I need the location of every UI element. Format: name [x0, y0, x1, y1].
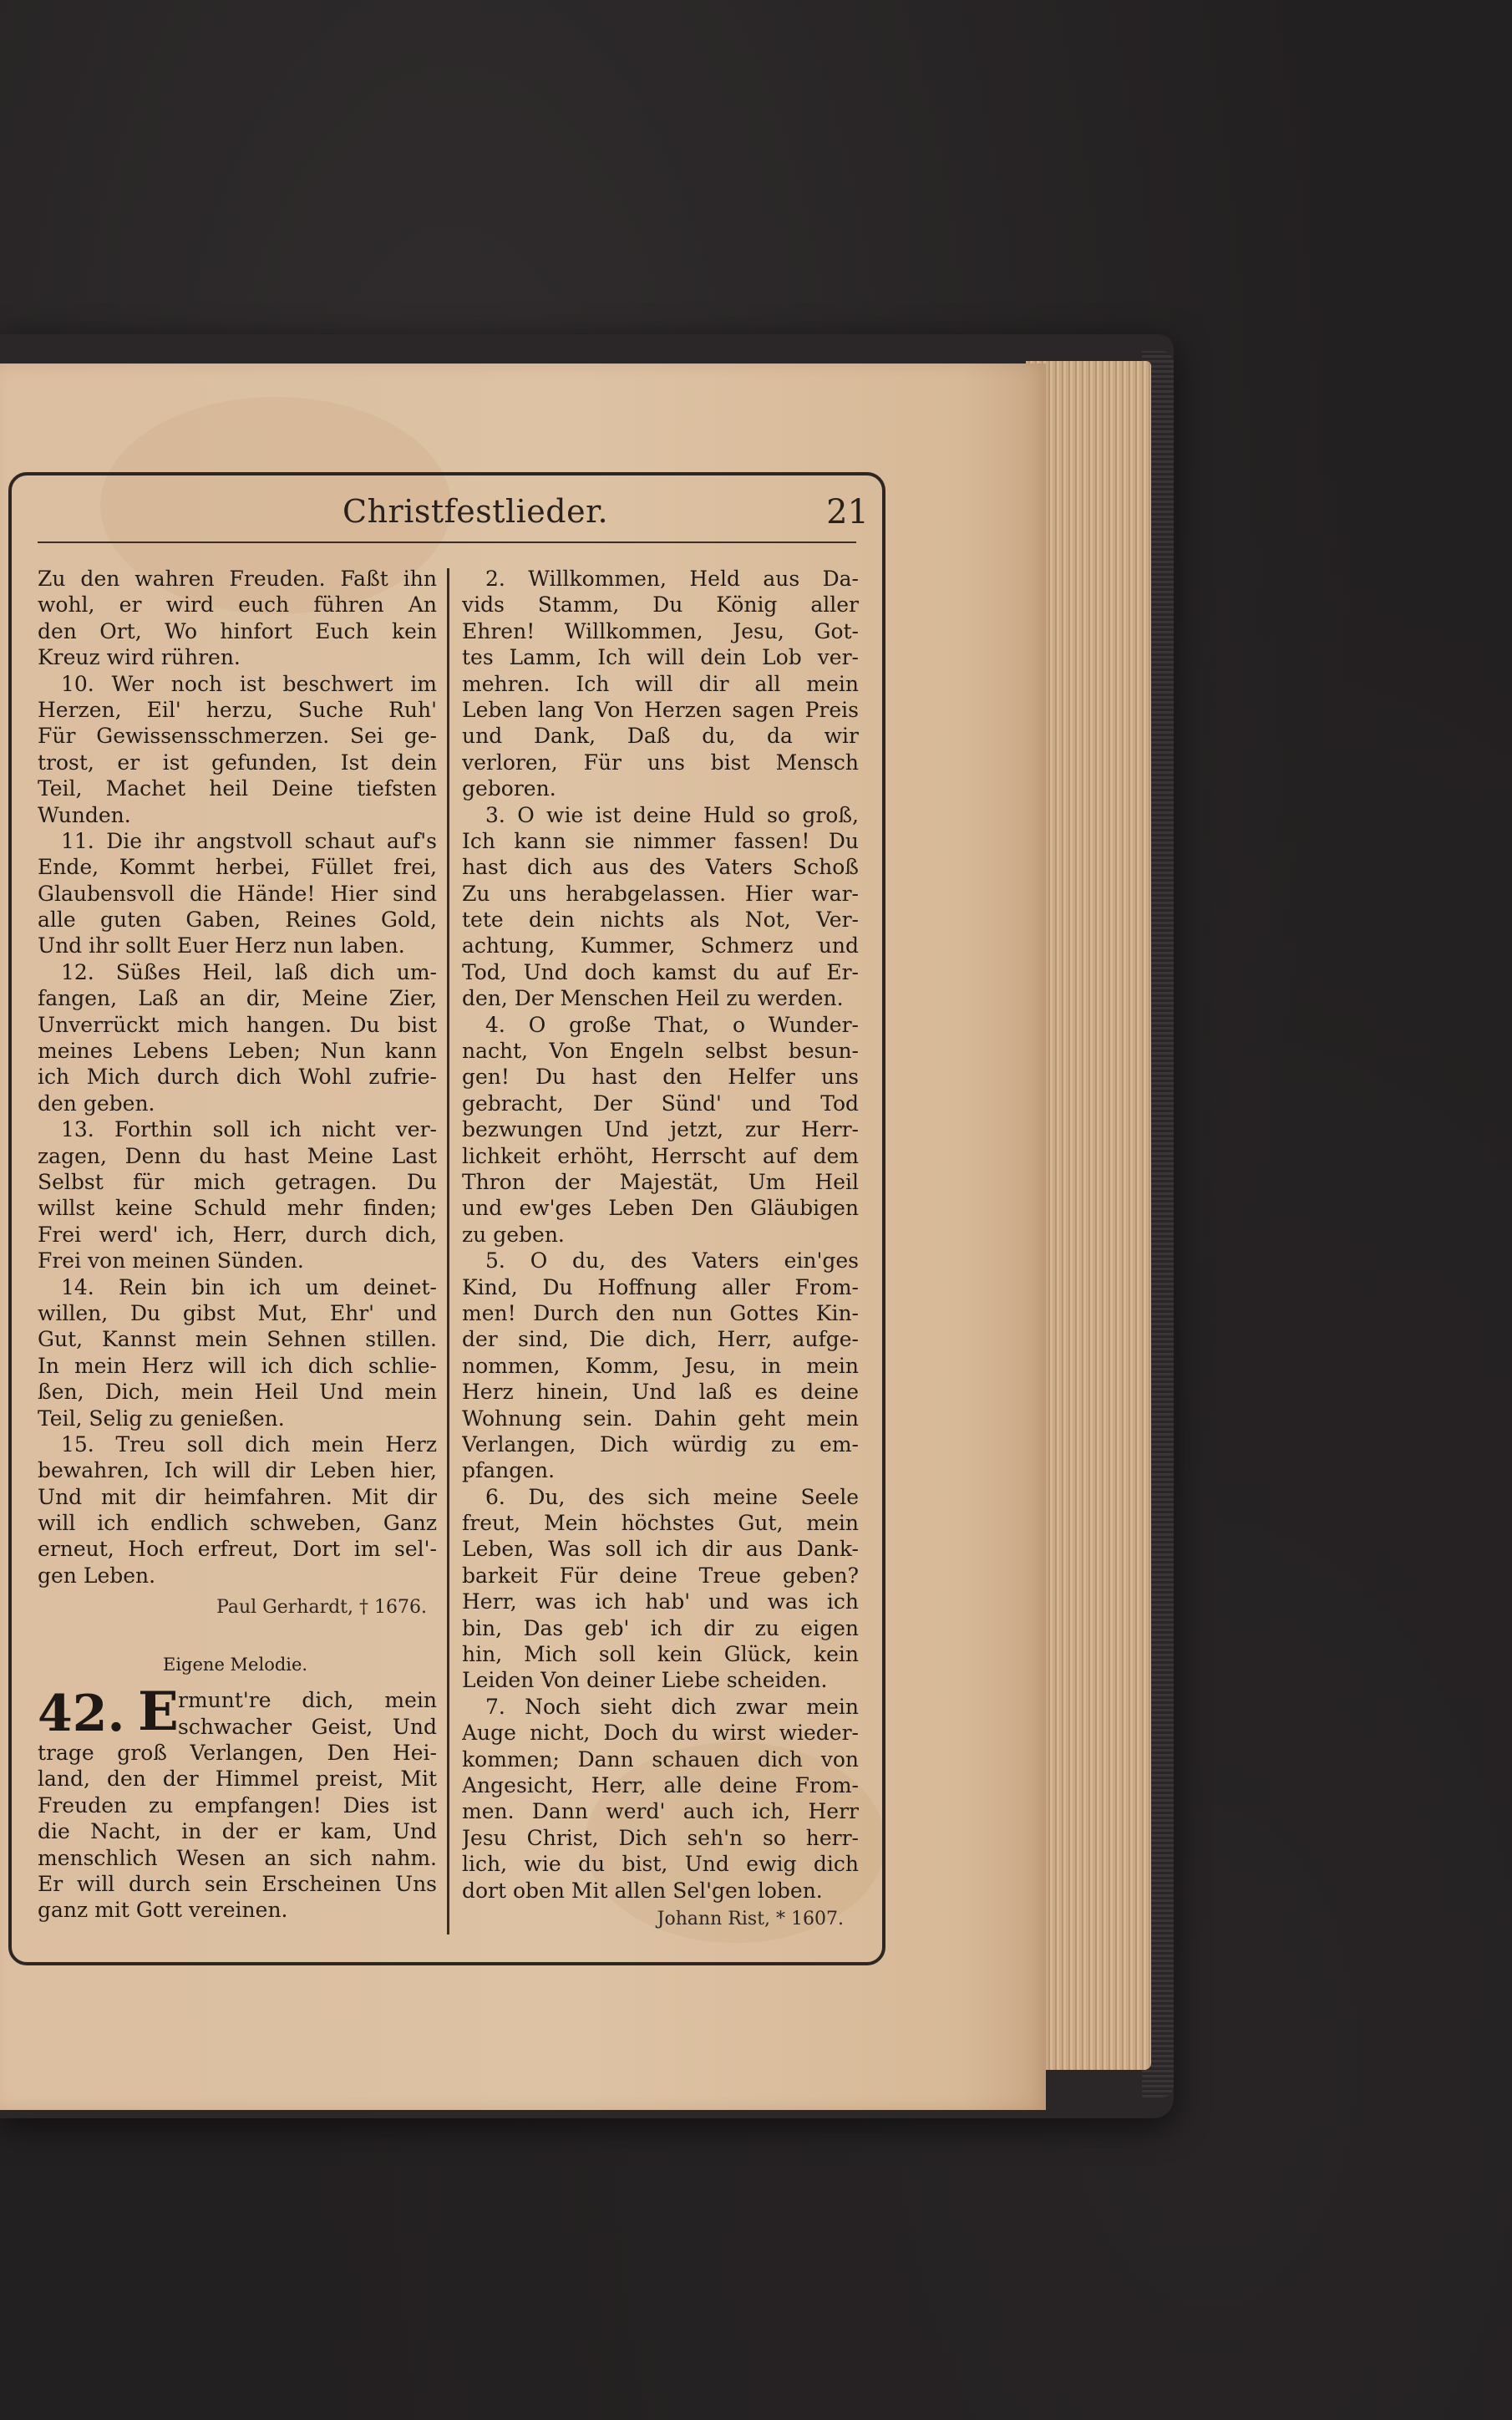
text-line: zagen, Denn du hast Meine Last	[38, 1143, 437, 1168]
text-line: 3. O wie ist deine Huld so groß,	[485, 802, 859, 827]
text-line: gen! Du hast den Helfer uns	[462, 1065, 859, 1090]
text-line: willen, Du gibst Mut, Ehr' und	[38, 1300, 437, 1325]
text-line: trage groß Verlangen, Den Hei-	[38, 1741, 437, 1766]
text-line: In mein Herz will ich dich schlie-	[38, 1353, 437, 1378]
text-line: Teil, Machet heil Deine tiefsten	[38, 776, 437, 801]
text-line: Auge nicht, Doch du wirst wieder-	[462, 1721, 859, 1746]
text-line: schwacher Geist, Und	[178, 1714, 437, 1739]
text-line: menschlich Wesen an sich nahm.	[38, 1845, 437, 1870]
right-column	[462, 566, 859, 1932]
text-line: und ew'ges Leben Den Gläubigen	[462, 1196, 859, 1221]
text-line: lichkeit erhöht, Herrscht auf dem	[462, 1143, 859, 1168]
text-line: Unverrückt mich hangen. Du bist	[38, 1012, 437, 1037]
text-line: alle guten Gaben, Reines Gold,	[38, 908, 437, 933]
text-line: Selbst für mich getragen. Du	[38, 1169, 437, 1194]
text-line: kommen; Dann schauen dich von	[462, 1746, 859, 1772]
text-line: 12. Süßes Heil, laß dich um-	[61, 959, 437, 984]
text-line: Für Gewissensschmerzen. Sei ge-	[38, 724, 437, 749]
text-line: 4. O große That, o Wunder-	[485, 1012, 859, 1037]
text-line: Jesu Christ, Dich seh'n so herr-	[462, 1825, 859, 1850]
text-line: hast dich aus des Vaters Schoß	[462, 855, 859, 880]
text-line: erneut, Hoch erfreut, Dort im sel'-	[38, 1537, 437, 1562]
text-line: bezwungen Und jetzt, zur Herr-	[462, 1117, 859, 1142]
text-line: gen Leben.	[38, 1563, 156, 1588]
text-line: Angesicht, Herr, alle deine From-	[462, 1772, 859, 1797]
text-line: freut, Mein höchstes Gut, mein	[462, 1511, 859, 1536]
text-line: den Ort, Wo hinfort Euch kein	[38, 618, 437, 643]
text-line: Frei von meinen Sünden.	[38, 1248, 304, 1274]
text-line: der sind, Die dich, Herr, aufge-	[462, 1327, 859, 1352]
text-line: Und ihr sollt Euer Herz nun laben.	[38, 933, 405, 958]
text-line: Ehren! Willkommen, Jesu, Got-	[462, 618, 859, 643]
text-line: fangen, Laß an dir, Meine Zier,	[38, 986, 437, 1011]
text-line: den geben.	[38, 1091, 155, 1116]
text-line: barkeit Für deine Treue geben?	[462, 1563, 859, 1588]
text-line: Herz hinein, Und laß es deine	[462, 1380, 859, 1405]
text-line: Er will durch sein Erscheinen Uns	[38, 1871, 437, 1896]
text-line: 15. Treu soll dich mein Herz	[61, 1431, 437, 1457]
text-line: und Dank, Daß du, da wir	[462, 724, 859, 749]
text-line: ich Mich durch dich Wohl zufrie-	[38, 1065, 437, 1090]
text-line: Ich kann sie nimmer fassen! Du	[462, 828, 859, 853]
text-line: Leben lang Von Herzen sagen Preis	[462, 697, 859, 722]
left-column	[38, 566, 437, 1924]
text-line: Glaubensvoll die Hände! Hier sind	[38, 881, 437, 906]
text-line: Wohnung sein. Dahin geht mein	[462, 1406, 859, 1431]
text-line: gebracht, Der Sünd' und Tod	[462, 1091, 859, 1116]
text-line: Tod, Und doch kamst du auf Er-	[462, 959, 859, 984]
page-number: 21	[826, 493, 869, 531]
text-line: Gut, Kannst mein Sehnen stillen.	[38, 1327, 437, 1352]
text-line: Teil, Selig zu genießen.	[38, 1406, 285, 1431]
text-line: 14. Rein bin ich um deinet-	[61, 1274, 437, 1299]
header-rule	[38, 541, 856, 543]
text-line: hin, Mich soll kein Glück, kein	[462, 1642, 859, 1667]
text-line: 10. Wer noch ist beschwert im	[61, 671, 437, 696]
text-line: Und mit dir heimfahren. Mit dir	[38, 1484, 437, 1509]
text-line: 7. Noch sieht dich zwar mein	[485, 1694, 859, 1719]
text-line: Kind, Du Hoffnung aller From-	[462, 1274, 859, 1299]
text-line: bewahren, Ich will dir Leben hier,	[38, 1458, 437, 1483]
hymn-start	[38, 1680, 437, 1744]
text-line: Zu den wahren Freuden. Faßt ihn	[38, 567, 437, 591]
text-line: zu geben.	[462, 1222, 565, 1247]
text-line: men. Dann werd' auch ich, Herr	[462, 1799, 859, 1824]
author-attribution: Johann Rist, * 1607.	[657, 1908, 844, 1929]
page-header-title: Christfestlieder.	[342, 493, 609, 530]
text-line: Herr, was ich hab' und was ich	[462, 1589, 859, 1614]
text-line: Kreuz wird rühren.	[38, 645, 241, 670]
text-line: die Nacht, in der er kam, Und	[38, 1819, 437, 1844]
text-line: verloren, Für uns bist Mensch	[462, 750, 859, 775]
text-line: willst keine Schuld mehr finden;	[38, 1196, 437, 1221]
text-line: dort oben Mit allen Sel'gen loben.	[462, 1878, 823, 1903]
text-line: pfangen.	[462, 1458, 556, 1483]
right-column-verses	[462, 566, 859, 1904]
text-line: Freuden zu empfangen! Dies ist	[38, 1792, 437, 1818]
text-line: Wunden.	[38, 802, 131, 827]
text-line: geboren.	[462, 776, 556, 801]
author-attribution: Paul Gerhardt, † 1676.	[216, 1597, 427, 1619]
left-column-verses	[38, 566, 437, 1589]
text-line: Herzen, Eil' herzu, Suche Ruh'	[38, 697, 437, 722]
text-line: Ende, Kommt herbei, Füllet frei,	[38, 855, 437, 880]
text-line: meines Lebens Leben; Nun kann	[38, 1039, 437, 1064]
text-line: nacht, Von Engeln selbst besun-	[462, 1039, 859, 1064]
text-line: ßen, Dich, mein Heil Und mein	[38, 1380, 437, 1405]
text-line: men! Durch den nun Gottes Kin-	[462, 1300, 859, 1325]
text-line: 13. Forthin soll ich nicht ver-	[61, 1117, 437, 1142]
text-line: rmunt're dich, mein	[178, 1688, 437, 1713]
column-divider	[447, 568, 449, 1934]
text-line: Frei werd' ich, Herr, durch dich,	[38, 1222, 437, 1247]
text-line: 5. O du, des Vaters ein'ges	[485, 1248, 859, 1274]
text-line: will ich endlich schweben, Ganz	[38, 1511, 437, 1536]
text-line: 6. Du, des sich meine Seele	[485, 1484, 859, 1509]
text-line: tes Lamm, Ich will dein Lob ver-	[462, 645, 859, 670]
drop-cap-initial: E	[138, 1680, 179, 1744]
text-line: ganz mit Gott vereinen.	[38, 1898, 288, 1923]
text-line: mehren. Ich will dir all mein	[462, 671, 859, 696]
text-line: vids Stamm, Du König aller	[462, 592, 859, 618]
text-line: land, den der Himmel preist, Mit	[38, 1767, 437, 1792]
text-line: bin, Das geb' ich dir zu eigen	[462, 1615, 859, 1640]
text-line: Zu uns herabgelassen. Hier war-	[462, 881, 859, 906]
text-line: wohl, er wird euch führen An	[38, 592, 437, 618]
text-line: nommen, Komm, Jesu, in mein	[462, 1353, 859, 1378]
text-line: Verlangen, Dich würdig zu em-	[462, 1431, 859, 1457]
text-line: lich, wie du bist, Und ewig dich	[462, 1852, 859, 1877]
text-line: tete dein nichts als Not, Ver-	[462, 908, 859, 933]
text-line: Thron der Majestät, Um Heil	[462, 1169, 859, 1194]
text-line: Leben, Was soll ich dir aus Dank-	[462, 1537, 859, 1562]
text-line: 11. Die ihr angstvoll schaut auf's	[61, 828, 437, 853]
hymn-number: 42.	[38, 1685, 125, 1744]
text-line: achtung, Kummer, Schmerz und	[462, 933, 859, 958]
text-line: den, Der Menschen Heil zu werden.	[462, 986, 844, 1011]
hymn-verse-lines	[38, 1740, 437, 1924]
melody-label: Eigene Melodie.	[163, 1655, 308, 1675]
text-line: Leiden Von deiner Liebe scheiden.	[462, 1668, 828, 1693]
text-line: trost, er ist gefunden, Ist dein	[38, 750, 437, 775]
text-line: 2. Willkommen, Held aus Da-	[485, 567, 859, 591]
